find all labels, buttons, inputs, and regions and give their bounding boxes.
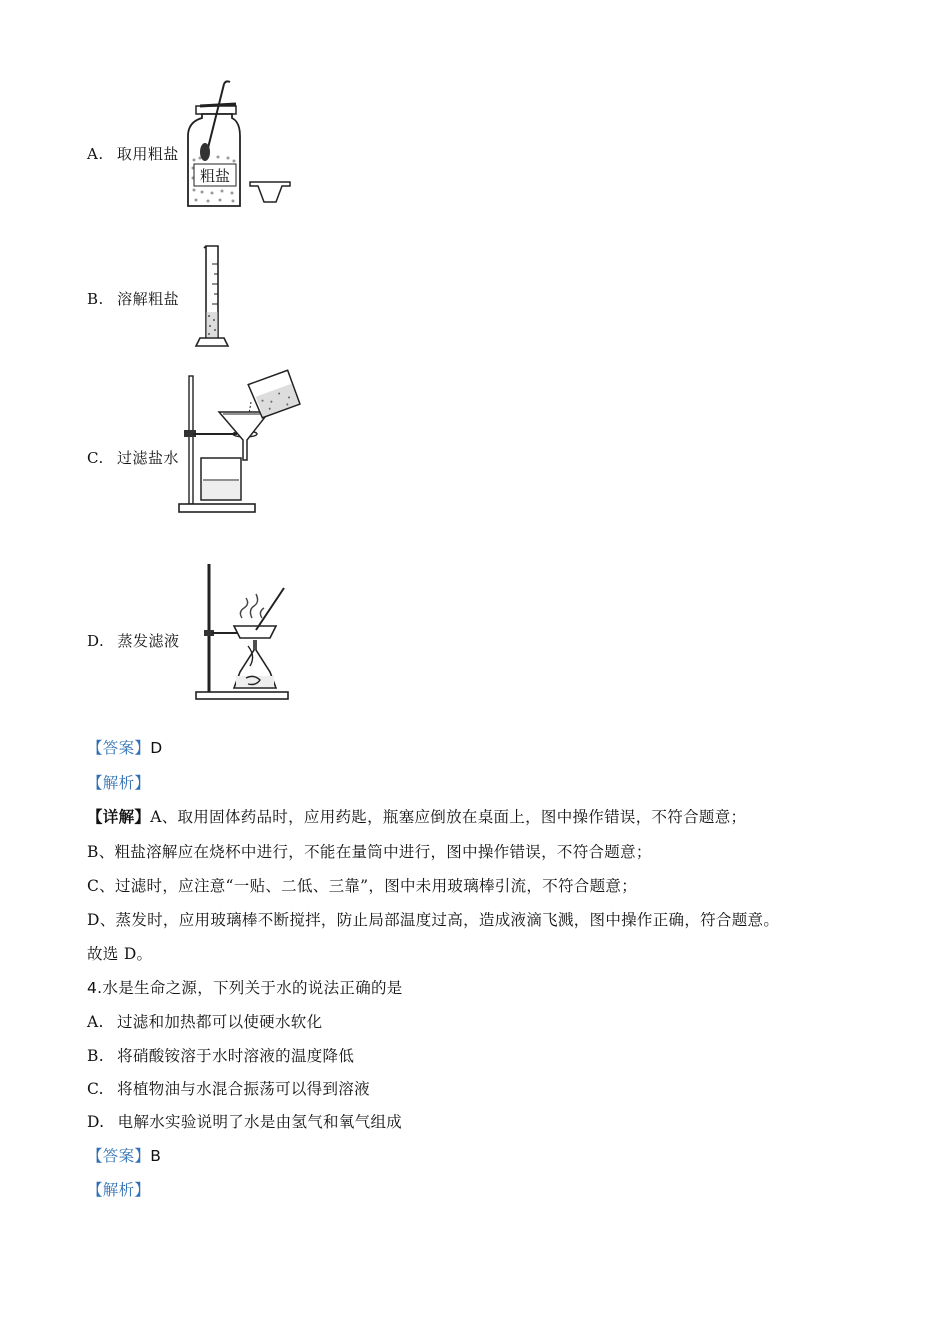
option-text: 将硝酸铵溶于水时溶液的温度降低 xyxy=(117,1047,355,1065)
option-letter: A. xyxy=(87,1013,104,1031)
detail-label: 【详解】 xyxy=(87,807,151,826)
option-letter: C. xyxy=(87,449,104,467)
option-text: 电解水实验说明了水是由氢气和氧气组成 xyxy=(117,1113,403,1131)
question-text: 水是生命之源，下列关于水的说法正确的是 xyxy=(102,979,403,997)
option-text: 过滤盐水 xyxy=(117,449,180,467)
option-d xyxy=(87,630,180,651)
q4-option-b xyxy=(87,1044,354,1066)
figure-evaporation xyxy=(190,560,300,709)
option-text: 过滤和加热都可以使硬水软化 xyxy=(116,1013,323,1031)
answer-label: 【答案】 xyxy=(87,739,151,757)
evaporation-diagram xyxy=(190,560,300,705)
filtration-diagram xyxy=(175,368,305,518)
answer-label: 【答案】 xyxy=(87,1147,151,1165)
detail-line-3: C、过滤时，应注意“一贴、二低、三靠”，图中未用玻璃棒引流，不符合题意； xyxy=(87,877,638,895)
figure-filtration xyxy=(175,368,305,522)
q4-option-c xyxy=(87,1077,370,1099)
salt-jar-diagram xyxy=(178,78,298,213)
option-letter: B. xyxy=(87,290,104,308)
option-letter: D. xyxy=(87,632,105,650)
option-letter: D. xyxy=(87,1113,105,1131)
option-text: 蒸发滤液 xyxy=(117,632,180,650)
question-number: 4. xyxy=(87,979,103,997)
option-letter: C. xyxy=(87,1080,104,1098)
analysis-label-1: 【解析】 xyxy=(87,774,151,792)
figure-take-salt xyxy=(178,78,298,217)
option-b xyxy=(87,288,179,309)
answer-line-2 xyxy=(87,1144,161,1166)
jar-label: 粗盐 xyxy=(199,167,231,185)
answer-value: D xyxy=(150,739,163,757)
option-letter: A. xyxy=(87,145,104,163)
question-4-stem xyxy=(87,976,403,998)
option-a xyxy=(87,143,179,164)
detail-line-2: B、粗盐溶解应在烧杯中进行，不能在量筒中进行，图中操作错误，不符合题意； xyxy=(87,843,652,861)
option-text: 溶解粗盐 xyxy=(117,290,180,308)
answer-line-1 xyxy=(87,736,162,758)
detail-line-1 xyxy=(87,805,746,827)
detail-conclusion: 故选 D。 xyxy=(87,945,153,963)
figure-dissolve-cylinder xyxy=(192,242,242,356)
option-letter: B. xyxy=(87,1047,104,1065)
q4-option-d xyxy=(87,1110,402,1132)
detail-line-4: D、蒸发时，应用玻璃棒不断搅拌，防止局部温度过高，造成液滴飞溅，图中操作正确，符合题意。 xyxy=(87,911,780,929)
detail-text: A、取用固体药品时，应用药匙，瓶塞应倒放在桌面上，图中操作错误，不符合题意； xyxy=(150,808,747,826)
q4-option-a xyxy=(87,1010,322,1032)
option-text: 将植物油与水混合振荡可以得到溶液 xyxy=(117,1080,370,1098)
option-text: 取用粗盐 xyxy=(116,145,179,163)
answer-value: B xyxy=(150,1147,162,1165)
option-c xyxy=(87,447,179,468)
graduated-cylinder-diagram xyxy=(192,242,242,352)
analysis-label-2: 【解析】 xyxy=(87,1181,151,1199)
